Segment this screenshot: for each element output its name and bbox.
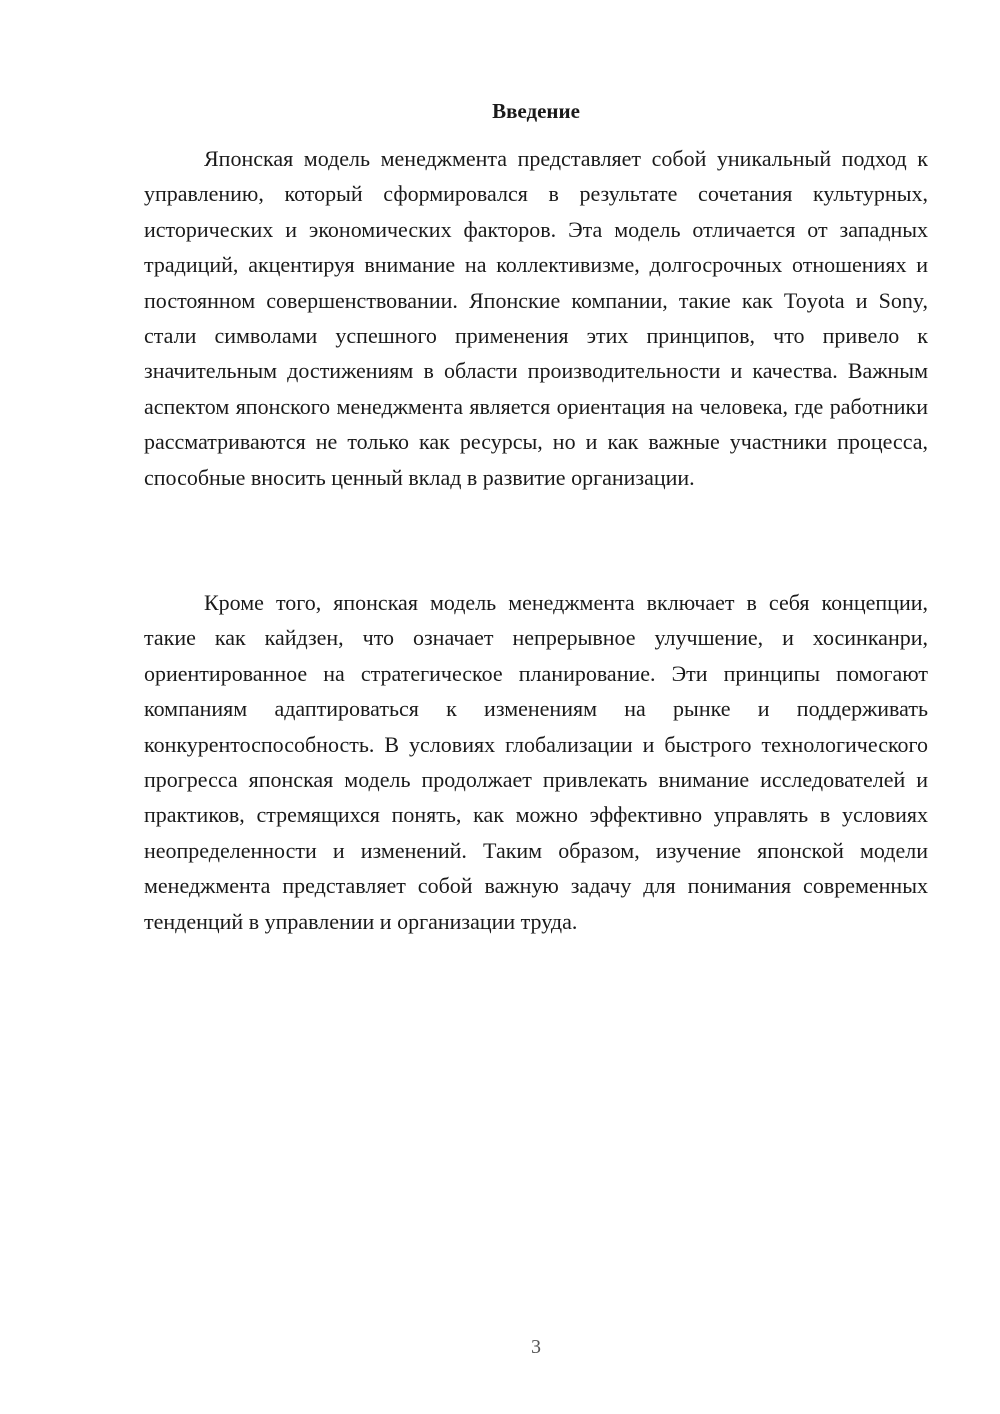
paragraph-2: Кроме того, японская модель менеджмента включает в себя концепции, такие как кайдзен, что означает непрерывное улучшение, и хосинканри, ориентированное на стратегическое планирование. Эти принципы помогают компаниям адаптироваться к изменениям на рынке и поддерживать конкурентоспособность. В условиях глобализации и быстрого технологического прогресса японская модель продолжает привлекать внимание исследователей и практиков, стремящихся понять, как можно эффективно управлять в условиях неопределенности и изменений. Таким образом, изучение японской модели менеджмента представляет собой важную задачу для понимания современных тенденций в управлении и организации труда.: [144, 590, 928, 934]
paragraph-1: Японская модель менеджмента представляет собой уникальный подход к управлению, который сформировался в результате сочетания культурных, исторических и экономических факторов. Эта модель отличается от западных традиций, акцентируя внимание на коллективизме, долгосрочных отношениях и постоянном совершенствовании. Японские компании, такие как Toyota и Sony, стали символами успешного применения этих принципов, что привело к значительным достижениям в области производительности и качества. Важным аспектом японского менеджмента является ориентация на человека, где работники рассматриваются не только как ресурсы, но и как важные участники процесса, способные вносить ценный вклад в развитие организации.: [144, 146, 928, 490]
section-title: Введение: [492, 99, 580, 123]
page-number: 3: [531, 1336, 541, 1358]
